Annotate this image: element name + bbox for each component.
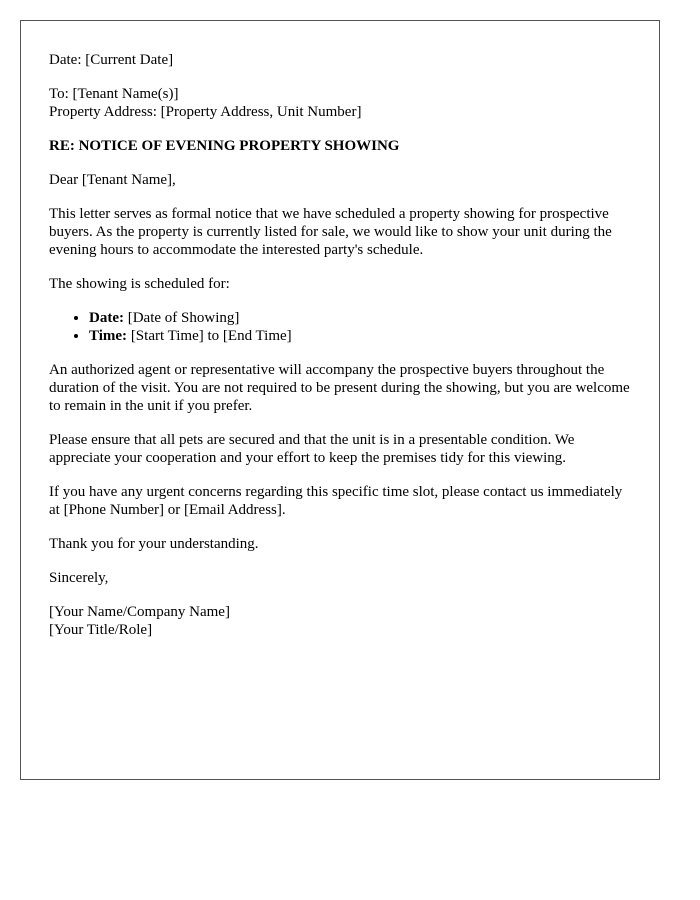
letter-page xyxy=(20,20,660,780)
signature-title: [Your Title/Role] xyxy=(49,622,153,638)
property-address-line: Property Address: [Property Address, Unit Number] xyxy=(49,104,362,120)
date-line: Date: [Current Date] xyxy=(49,52,174,68)
list-item xyxy=(89,309,631,327)
pets-paragraph: Please ensure that all pets are secured and that the unit is in a presentable condition. We appreciate your cooperation and your effort to keep the premises tidy for this viewing. xyxy=(49,432,575,466)
showing-details-list xyxy=(49,309,631,345)
schedule-intro: The showing is scheduled for: xyxy=(49,276,230,292)
intro-paragraph: This letter serves as formal notice that we have scheduled a property showing for prospective buyers. As the property is currently listed for sale, we would like to show your unit during the evening hours to accommodate the interested party's schedule. xyxy=(49,206,612,258)
detail-label-date: Date: xyxy=(89,310,124,326)
thanks-line: Thank you for your understanding. xyxy=(49,536,259,552)
agent-paragraph: An authorized agent or representative will accompany the prospective buyers throughout the duration of the visit. You are not required to be present during the showing, but you are welcome to remain in the unit if you prefer. xyxy=(49,362,630,414)
list-item xyxy=(89,327,631,345)
detail-value-time: [Start Time] to [End Time] xyxy=(127,328,292,344)
subject-line: RE: NOTICE OF EVENING PROPERTY SHOWING xyxy=(49,138,400,154)
contact-paragraph: If you have any urgent concerns regarding this specific time slot, please contact us immediately at [Phone Number] or [Email Address]. xyxy=(49,484,623,518)
salutation: Dear [Tenant Name], xyxy=(49,172,176,188)
recipient-line: To: [Tenant Name(s)] xyxy=(49,86,179,102)
detail-label-time: Time: xyxy=(89,328,128,344)
signature-block xyxy=(49,603,631,639)
recipient-block xyxy=(49,85,631,121)
signature-name: [Your Name/Company Name] xyxy=(49,604,230,620)
detail-value-date: [Date of Showing] xyxy=(123,310,240,326)
closing-line: Sincerely, xyxy=(49,570,109,586)
